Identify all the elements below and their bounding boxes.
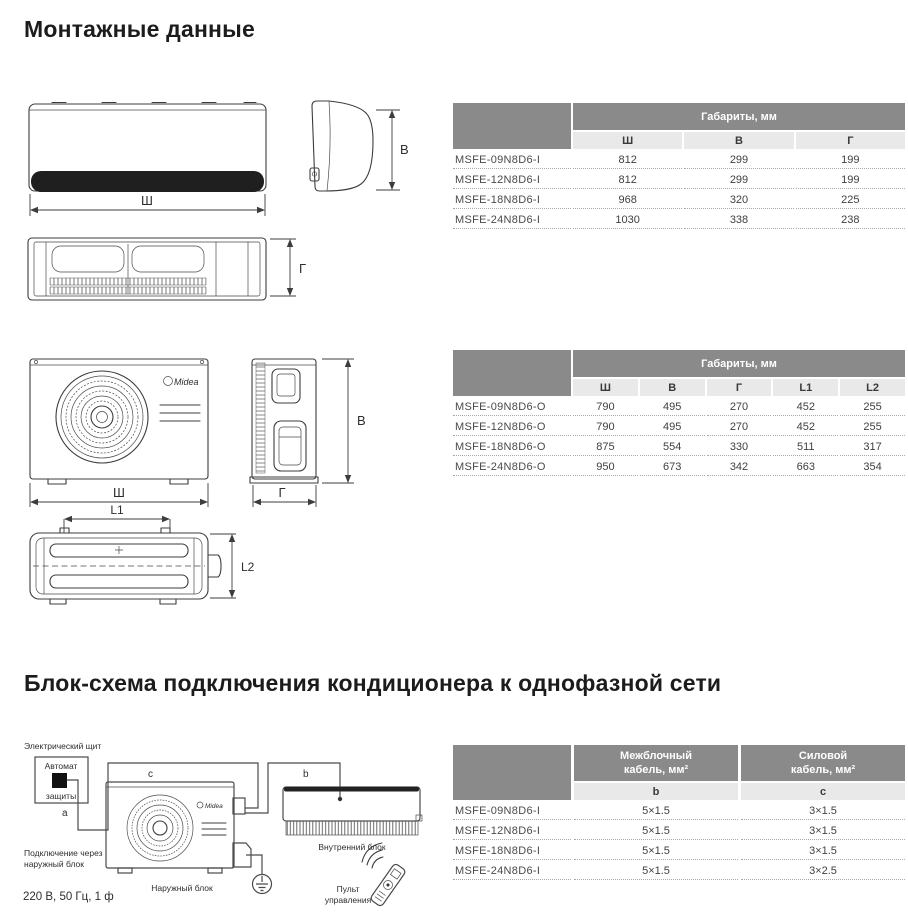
table-corner-block (453, 103, 571, 149)
connection-note-line2: наружный блок (24, 859, 84, 869)
value-cell: 342 (707, 458, 772, 476)
col-header-w: Ш (573, 379, 638, 396)
dim-label-h: В (357, 413, 366, 428)
model-cell: MSFE-09N8D6-I (453, 802, 571, 820)
value-cell: 255 (840, 418, 905, 436)
indoor-dimensions-table (453, 103, 905, 229)
model-cell: MSFE-18N8D6-O (453, 438, 571, 456)
remote-label-line2: управления (324, 895, 372, 905)
coil-hatch-1 (50, 278, 206, 285)
indoor-unit-label: Внутренний блок (318, 842, 386, 852)
value-cell: 790 (573, 418, 638, 436)
outdoor-unit-label: Наружный блок (151, 883, 213, 893)
indoor-unit-top-view-drawing (20, 232, 320, 317)
value-cell: 875 (573, 438, 638, 456)
breaker-label-line2: защиты (45, 791, 77, 801)
indoor-top-view (28, 238, 266, 300)
indoor-unit-symbol (283, 787, 422, 835)
col-header-h: В (640, 379, 705, 396)
col-header-d: Г (796, 132, 905, 149)
value-cell: 299 (684, 171, 793, 189)
wire-label-c: c (148, 769, 153, 780)
col-header-l2: L2 (840, 379, 905, 396)
model-cell: MSFE-12N8D6-I (453, 822, 571, 840)
model-cell: MSFE-12N8D6-I (453, 171, 571, 189)
table-corner-block (453, 745, 571, 800)
value-cell: 255 (840, 398, 905, 416)
table-group-header: Габариты, мм (573, 350, 905, 377)
value-cell: 812 (573, 151, 682, 169)
value-cell: 330 (707, 438, 772, 456)
remote-label-line1: Пульт (336, 884, 360, 894)
outdoor-unit-drawing (20, 345, 430, 513)
ground-wire (246, 855, 262, 875)
header-line: кабель, мм² (790, 764, 856, 776)
terminal-box (233, 798, 245, 814)
col-header-c: c (741, 783, 905, 800)
value-cell: 3×1.5 (741, 822, 905, 840)
outdoor-side-view (250, 359, 318, 483)
col-header-b: b (574, 783, 738, 800)
value-cell: 225 (796, 191, 905, 209)
power-spec-text: 220 В, 50 Гц, 1 ф (23, 891, 114, 903)
breaker-switch (52, 773, 67, 788)
brand-text-small: Midea (205, 803, 223, 810)
dim-label-d: Г (299, 261, 307, 276)
value-cell: 354 (840, 458, 905, 476)
value-cell: 3×2.5 (741, 862, 905, 880)
power-cable-header (741, 745, 905, 781)
wire-terminal-dot (338, 797, 342, 801)
fan-grille (56, 371, 148, 463)
dimension-l2 (210, 534, 255, 598)
col-header-d: Г (707, 379, 772, 396)
dim-label-d: Г (278, 485, 286, 500)
outdoor-unit-bottom-view-drawing (20, 503, 280, 615)
louvre-lines-small (202, 823, 226, 835)
model-cell: MSFE-09N8D6-I (453, 151, 571, 169)
value-cell: 5×1.5 (574, 862, 738, 880)
value-cell: 554 (640, 438, 705, 456)
table-corner-block (453, 350, 571, 396)
interunit-cable-header (574, 745, 738, 781)
model-cell: MSFE-18N8D6-I (453, 191, 571, 209)
value-cell: 199 (796, 171, 905, 189)
value-cell: 452 (773, 418, 838, 436)
value-cell: 3×1.5 (741, 842, 905, 860)
louvre-lines (160, 405, 200, 421)
value-cell: 495 (640, 418, 705, 436)
breaker-label-line1: Автомат (44, 761, 78, 771)
indoor-outlet-hatch (286, 821, 418, 835)
value-cell: 5×1.5 (574, 842, 738, 860)
col-header-l1: L1 (773, 379, 838, 396)
value-cell: 812 (573, 171, 682, 189)
wire-label-a: a (62, 808, 68, 819)
value-cell: 452 (773, 398, 838, 416)
value-cell: 199 (796, 151, 905, 169)
value-cell: 495 (640, 398, 705, 416)
header-line: Силовой (798, 749, 848, 762)
dim-label-l2: L2 (241, 560, 255, 574)
col-header-w: Ш (573, 132, 682, 149)
electrical-panel-label: Электрический щит (24, 741, 102, 751)
section-title-wiring: Блок-схема подключения кондиционера к однофазной сети (24, 670, 722, 696)
value-cell: 3×1.5 (741, 802, 905, 820)
value-cell: 790 (573, 398, 638, 416)
dimension-l1 (64, 503, 170, 533)
air-outlet-strip (31, 171, 264, 192)
value-cell: 338 (684, 211, 793, 229)
dim-label-l1: L1 (110, 503, 124, 517)
dimension-height-outdoor (322, 359, 366, 483)
model-cell: MSFE-18N8D6-I (453, 842, 571, 860)
indoor-side-view (310, 101, 373, 191)
model-cell: MSFE-24N8D6-I (453, 862, 571, 880)
header-line: кабель, мм² (623, 764, 689, 776)
dimension-depth-indoor (270, 239, 306, 296)
wiring-diagram (20, 735, 440, 912)
value-cell: 1030 (573, 211, 682, 229)
wire-label-b: b (303, 769, 309, 780)
midea-logo (164, 377, 199, 388)
value-cell: 511 (773, 438, 838, 456)
model-cell: MSFE-09N8D6-O (453, 398, 571, 416)
breaker-box (35, 757, 88, 803)
dimension-width-indoor (30, 193, 265, 216)
value-cell: 950 (573, 458, 638, 476)
value-cell: 5×1.5 (574, 802, 738, 820)
value-cell: 270 (707, 398, 772, 416)
condenser-coil (256, 363, 265, 473)
cables-table (453, 745, 905, 880)
value-cell: 238 (796, 211, 905, 229)
table-group-header: Габариты, мм (573, 103, 905, 130)
model-cell: MSFE-12N8D6-O (453, 418, 571, 436)
indoor-front-view (29, 103, 266, 193)
value-cell: 270 (707, 418, 772, 436)
model-cell: MSFE-24N8D6-O (453, 458, 571, 476)
outdoor-dimensions-table (453, 350, 905, 476)
value-cell: 673 (640, 458, 705, 476)
outdoor-front-view (30, 359, 208, 484)
connection-note-line1: Подключение через (24, 848, 103, 858)
dim-label-w: Ш (113, 485, 125, 500)
model-cell: MSFE-24N8D6-I (453, 211, 571, 229)
outdoor-bottom-view (30, 528, 221, 604)
dim-label-w: Ш (141, 193, 153, 208)
power-wire (67, 763, 258, 830)
value-cell: 320 (684, 191, 793, 209)
value-cell: 299 (684, 151, 793, 169)
ground-symbol (253, 875, 272, 894)
indoor-unit-drawing (20, 88, 430, 228)
value-cell: 968 (573, 191, 682, 209)
value-cell: 663 (773, 458, 838, 476)
col-header-h: В (684, 132, 793, 149)
section-title-mounting: Монтажные данные (24, 16, 255, 42)
fan-grille-small (127, 795, 193, 861)
dimension-height-indoor (376, 110, 409, 190)
value-cell: 5×1.5 (574, 822, 738, 840)
outdoor-unit-symbol (106, 782, 251, 873)
header-line: Межблочный (620, 749, 692, 762)
dim-label-h: В (400, 142, 409, 157)
coil-hatch-2 (50, 287, 206, 294)
value-cell: 317 (840, 438, 905, 456)
brand-text: Midea (174, 377, 199, 387)
indoor-top-bar (284, 787, 419, 792)
